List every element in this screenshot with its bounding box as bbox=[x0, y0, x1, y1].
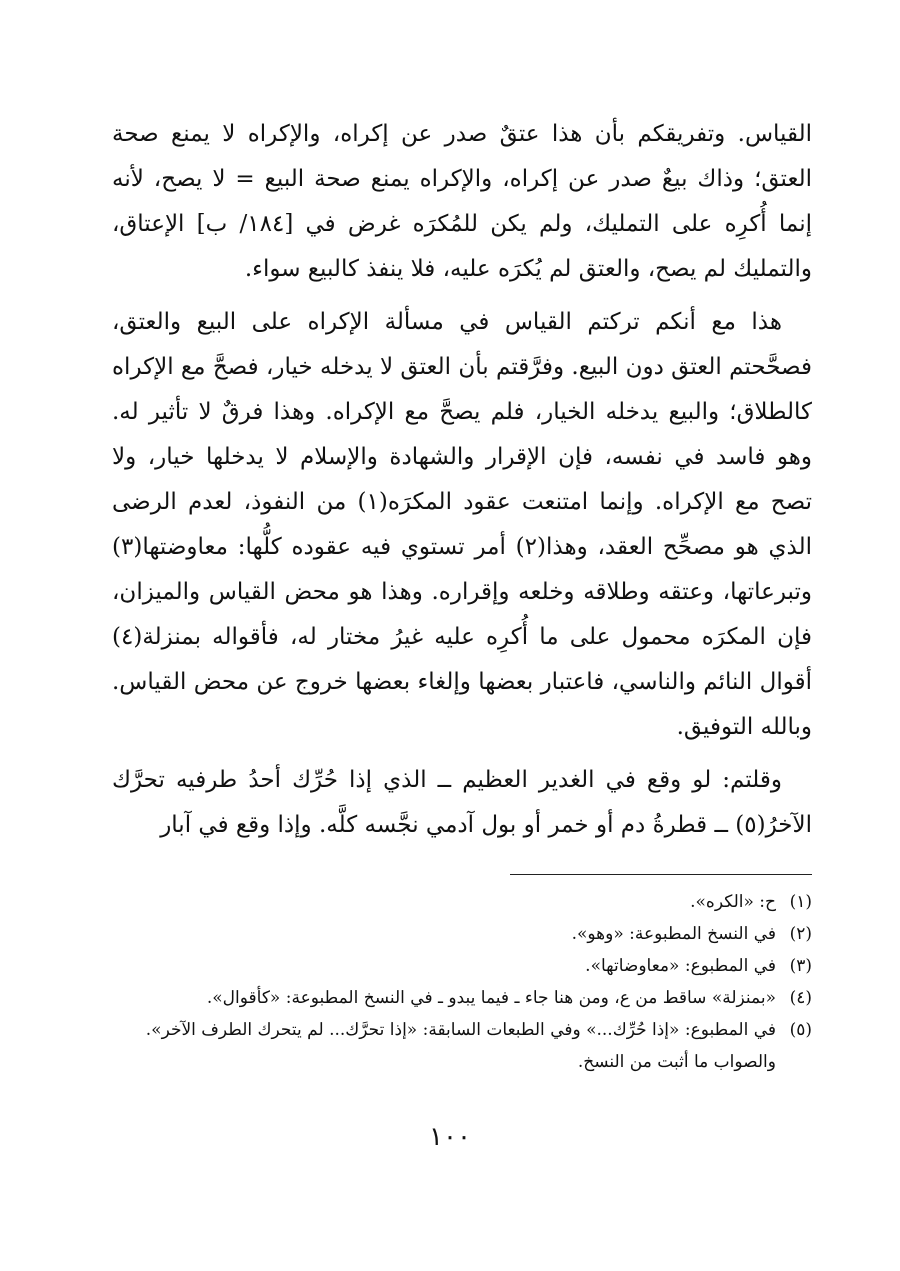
footnote-separator bbox=[510, 874, 812, 875]
footnote-4 bbox=[132, 982, 812, 1014]
footnote-text: «بمنزلة» ساقط من ع، ومن هنا جاء ـ فيما يبدو ـ في النسخ المطبوعة: «كأقوال». bbox=[206, 988, 776, 1008]
footnote-text: في المطبوع: «إذا حُرِّك...» وفي الطبعات السابقة: «إذا تحرَّك... لم يتحرك الطرف الآخر». والصواب ما أثبت من النسخ. bbox=[145, 1020, 776, 1072]
footnotes bbox=[132, 886, 812, 1078]
main-text bbox=[112, 112, 812, 848]
footnote-number: (٥) bbox=[789, 1020, 812, 1040]
footnote-text: ح: «الكره». bbox=[690, 892, 776, 912]
footnote-number: (١) bbox=[789, 892, 812, 912]
footnote-1 bbox=[132, 886, 812, 918]
footnote-3 bbox=[132, 950, 812, 982]
paragraph-1: القياس. وتفريقكم بأن هذا عتقٌ صدر عن إكراه، والإكراه لا يمنع صحة العتق؛ وذاك بيعٌ صدر عن إكراه، والإكراه يمنع صحة البيع = لا يصح، لأنه إنما أُكرِه على التمليك، ولم يكن للمُكرَه غرض في [١٨٤/ ب] الإعتاق، والتمليك لم يصح، والعتق لم يُكرَه عليه، فلا ينفذ كالبيع سواء. bbox=[112, 121, 812, 282]
paragraph-2: هذا مع أنكم تركتم القياس في مسألة الإكراه على البيع والعتق، فصحَّحتم العتق دون البيع. وفرَّقتم بأن العتق لا يدخله خيار، فصحَّ مع الإكراه كالطلاق؛ والبيع يدخله الخيار، فلم يصحَّ مع الإكراه. وهذا فرقٌ لا تأثير له. وهو فاسد في نفسه، فإن الإقرار والشهادة والإسلام لا يدخلها خيار، ولا تصح مع الإكراه. وإنما امتنعت عقود المكرَه(١) من النفوذ، لعدم الرضى الذي هو مصحِّح العقد، وهذا(٢) أمر تستوي فيه عقوده كلُّها: معاوضتها(٣) وتبرعاتها، وعتقه وطلاقه وخلعه وإقراره. وهذا هو محض القياس والميزان، فإن المكرَه محمول على ما أُكرِه عليه غيرُ مختار له، فأقواله بمنزلة(٤) أقوال النائم والناسي، فاعتبار بعضها وإلغاء بعضها خروج عن محض القياس. وبالله التوفيق. bbox=[112, 309, 813, 740]
footnote-number: (٤) bbox=[789, 988, 812, 1008]
footnote-text: في النسخ المطبوعة: «وهو». bbox=[571, 924, 776, 944]
page-number: ١٠٠ bbox=[429, 1122, 471, 1152]
footnote-number: (٣) bbox=[789, 956, 812, 976]
footnote-5 bbox=[132, 1014, 812, 1078]
footnote-text: في المطبوع: «معاوضاتها». bbox=[585, 956, 776, 976]
paragraph-3: وقلتم: لو وقع في الغدير العظيم ــ الذي إذا حُرِّك أحدُ طرفيه تحرَّك الآخرُ(٥) ــ قطرةُ دم أو خمر أو بول آدمي نجَّسه كلَّه. وإذا وقع في آبار bbox=[112, 767, 812, 838]
footnote-number: (٢) bbox=[789, 924, 812, 944]
footnote-2 bbox=[132, 918, 812, 950]
